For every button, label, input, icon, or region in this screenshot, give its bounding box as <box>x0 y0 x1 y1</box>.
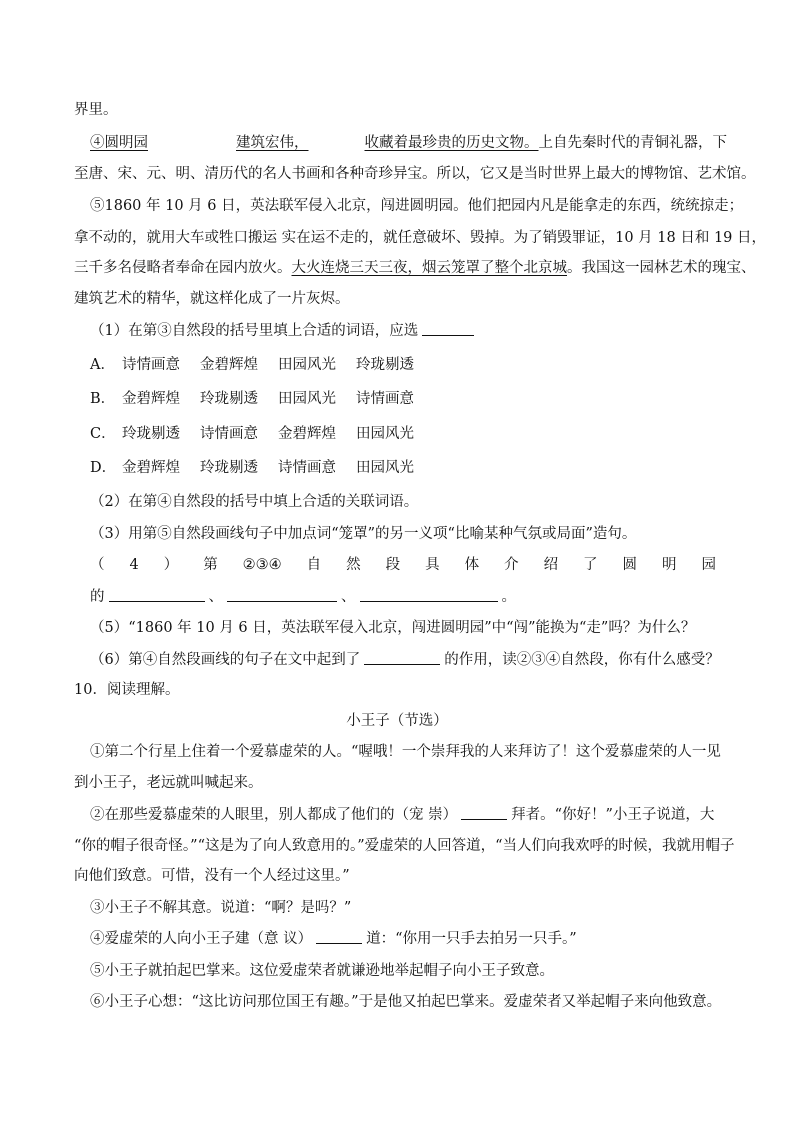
answer-blank[interactable] <box>227 587 337 602</box>
question-text: （6）第④自然段画线的句子在文中起到了 <box>90 652 361 668</box>
question-char: （ <box>90 557 105 573</box>
question-text: 、 <box>208 589 223 605</box>
story-paragraph-4 <box>90 929 736 949</box>
text-line <box>74 100 734 120</box>
story-paragraph-2 <box>90 805 736 825</box>
option-word: 玲珑剔透 <box>122 426 180 442</box>
text-fragment: 拿不动的，就用大车或牲口搬运 实在运不走的，就任意破坏、毁掉。为了销毁罪证，10 月 18 日和 19 日， <box>74 230 767 246</box>
text-fragment: ①第二个行星上住着一个爱慕虚荣的人。“喔哦！一个崇拜我的人来拜访了！这个爱慕虚荣的人一见 <box>90 744 721 760</box>
underlined-sentence: 大火连烧三天三夜，烟云笼罩了整个北京城 <box>291 260 567 276</box>
text-line <box>74 289 734 309</box>
text-fragment: ④爱虚荣的人向小王子建（意 议） <box>90 931 313 947</box>
option-word: 田园风光 <box>278 357 336 373</box>
answer-blank[interactable] <box>360 587 498 602</box>
answer-blank[interactable] <box>364 650 440 665</box>
option-word: 诗情画意 <box>122 357 180 373</box>
text-fragment: 收藏着最珍贵的历史文物。 <box>364 135 539 151</box>
question-char: 园 <box>701 557 716 573</box>
text-fragment: “你的帽子很奇怪。”“这是为了向人致意用的。”爱虚荣的人回答道，“当人们向我欢呼的时候，我就用帽子 <box>74 838 735 854</box>
story-paragraph-6 <box>90 992 736 1012</box>
option-label: D． <box>90 460 117 476</box>
text-fragment: 拜者。“你好！”小王子说道，大 <box>511 807 715 823</box>
text-line <box>74 836 734 856</box>
question-4 <box>90 555 716 575</box>
question-text: （3）用第⑤自然段画线句子中加点词“笼罩”的另一义项“比喻某种气氛或局面”造句。 <box>90 526 637 542</box>
question-10 <box>74 680 734 700</box>
question-char: 明 <box>662 557 677 573</box>
text-fragment: 向他们致意。可惜，没有一个人经过这里。” <box>74 868 350 884</box>
text-fragment: 建筑宏伟， <box>236 135 309 151</box>
text-fragment: ④圆明园 <box>90 135 148 151</box>
option-word: 玲珑剔透 <box>200 460 258 476</box>
option-d[interactable] <box>90 458 736 478</box>
question-text: 10．阅读理解。 <box>74 682 180 698</box>
answer-blank[interactable] <box>461 805 507 820</box>
question-text: 的 <box>90 589 105 605</box>
story-title: 小王子（节选） <box>346 713 448 729</box>
option-b[interactable] <box>90 389 736 409</box>
question-text: （2）在第④自然段的括号中填上合适的关联词语。 <box>90 494 419 510</box>
option-word: 金碧辉煌 <box>122 460 180 476</box>
text-fragment: ②在那些爱慕虚荣的人眼里，别人都成了他们的（宠 崇） <box>90 807 458 823</box>
text-fragment: 至唐、宋、元、明、清历代的名人书画和各种奇珍异宝。所以，它又是当时世界上最大的博物馆、艺术馆。 <box>74 166 756 182</box>
question-5 <box>90 618 736 638</box>
option-a[interactable] <box>90 355 736 375</box>
question-char: ②③④ <box>242 557 282 573</box>
question-text: 。 <box>501 589 516 605</box>
option-word: 诗情画意 <box>200 426 258 442</box>
text-line <box>74 866 734 886</box>
question-char: 圆 <box>622 557 638 573</box>
question-char: 自 <box>306 557 322 573</box>
text-fragment: ③小王子不解其意。说道：“啊？是吗？” <box>90 900 352 916</box>
question-char: 然 <box>346 557 361 573</box>
option-word: 诗情画意 <box>278 460 336 476</box>
option-word: 玲珑剔透 <box>356 357 414 373</box>
text-fragment: 建筑艺术的精华，就这样化成了一片灰烬。 <box>74 291 350 307</box>
question-char: 体 <box>464 557 480 573</box>
text-fragment: ⑤小王子就拍起巴掌来。这位爱虚荣者就谦逊地举起帽子向小王子致意。 <box>90 963 554 979</box>
story-paragraph-3 <box>90 898 736 918</box>
question-char: ） <box>163 557 179 573</box>
answer-blank[interactable] <box>422 321 474 336</box>
option-word: 诗情画意 <box>356 391 414 407</box>
underlined-sentence <box>90 135 539 151</box>
story-paragraph-5 <box>90 961 736 981</box>
question-3 <box>90 524 736 544</box>
text-fragment: 三千多名侵略者奉命在园内放火。 <box>74 260 292 276</box>
text-line <box>74 258 756 278</box>
option-word: 玲珑剔透 <box>200 391 258 407</box>
question-char: 4 <box>129 557 139 573</box>
text-fragment: 上自先秦时代的青铜礼器，下 <box>538 135 727 151</box>
question-char: 第 <box>203 557 218 573</box>
option-label: C． <box>90 426 116 442</box>
option-word: 金碧辉煌 <box>122 391 180 407</box>
text-line <box>74 228 767 248</box>
question-2 <box>90 492 736 512</box>
text-line <box>74 773 734 793</box>
option-label: A． <box>90 357 115 373</box>
question-char: 具 <box>425 557 440 573</box>
option-word: 田园风光 <box>356 426 414 442</box>
text-fragment: 道：“你用一只手去拍另一只手。” <box>366 931 577 947</box>
question-char: 介 <box>504 557 519 573</box>
option-word: 金碧辉煌 <box>200 357 258 373</box>
option-label: B． <box>90 391 116 407</box>
question-4-blanks <box>90 587 736 607</box>
question-text: 、 <box>341 589 356 605</box>
option-word: 田园风光 <box>278 391 336 407</box>
option-word: 金碧辉煌 <box>278 426 336 442</box>
question-1 <box>90 321 736 341</box>
question-char: 绍 <box>543 557 559 573</box>
answer-blank[interactable] <box>109 587 205 602</box>
text-line <box>74 164 756 184</box>
paragraph-5 <box>90 196 744 216</box>
text-fragment: 。我国这一园林艺术的瑰宝、 <box>567 260 756 276</box>
answer-blank[interactable] <box>316 929 362 944</box>
option-word: 田园风光 <box>356 460 414 476</box>
text-fragment: ⑥小王子心想：“这比访问那位国王有趣。”于是他又拍起巴掌来。爱虚荣者又举起帽子来向他致意。 <box>90 994 722 1010</box>
question-text: （1）在第③自然段的括号里填上合适的词语，应选 <box>90 323 419 339</box>
option-c[interactable] <box>90 424 736 444</box>
question-char: 段 <box>385 557 401 573</box>
text-fragment: ⑤1860 年 10 月 6 日，英法联军侵入北京，闯进圆明园。他们把园内凡是能拿走的东西，统统掠走； <box>90 198 744 214</box>
text-fragment: 到小王子，老远就叫喊起来。 <box>74 775 263 791</box>
question-text: （5）“1860 年 10 月 6 日，英法联军侵入北京，闯进圆明园”中“闯”能换为“走”吗？为什么？ <box>90 620 696 636</box>
paragraph-4 <box>90 133 736 153</box>
question-6 <box>90 650 736 670</box>
question-text: 的作用，读②③④自然段，你有什么感受？ <box>444 652 720 668</box>
text-fragment: 界里。 <box>74 102 118 118</box>
question-char: 了 <box>583 557 598 573</box>
story-paragraph-1 <box>90 742 736 762</box>
